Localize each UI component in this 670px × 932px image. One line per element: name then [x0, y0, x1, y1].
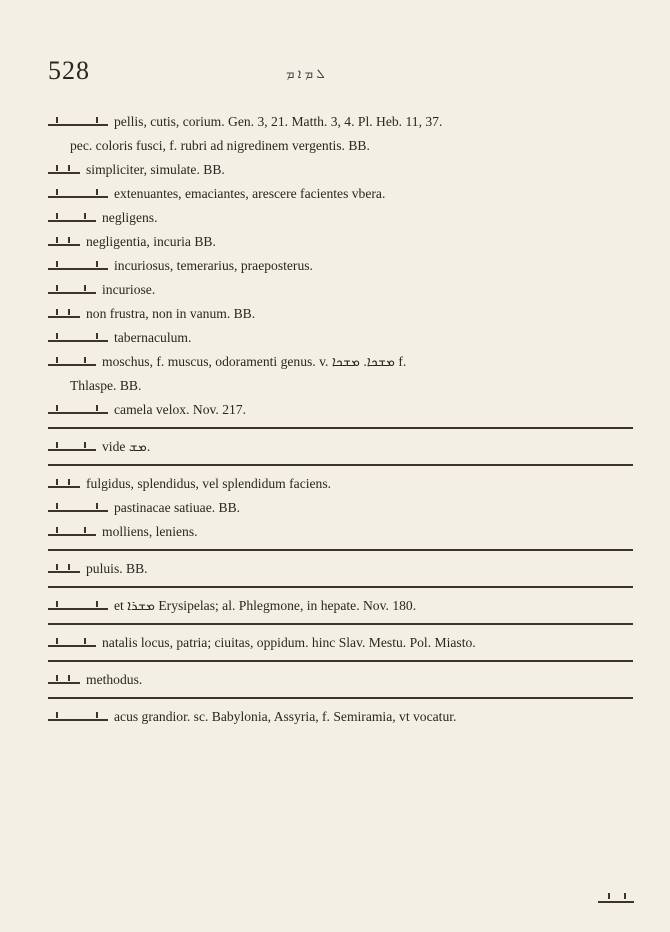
syriac-headword — [48, 405, 108, 415]
entry-definition: incuriose. — [102, 282, 156, 297]
entry-definition: simpliciter, simulate. BB. — [86, 162, 225, 177]
syriac-headword — [48, 638, 96, 648]
dictionary-entry — [48, 256, 633, 280]
entry-definition: non frustra, non in vanum. BB. — [86, 306, 256, 321]
dictionary-entry — [48, 328, 633, 352]
syriac-headword — [48, 189, 108, 199]
syriac-headword — [48, 479, 80, 489]
entry-definition: puluis. BB. — [86, 561, 148, 576]
entry-definition: extenuantes, emaciantes, arescere facientes vbera. — [114, 186, 386, 201]
dictionary-entry — [48, 136, 633, 160]
entry-definition: natalis locus, patria; ciuitas, oppidum. hinc Slav. Mestu. Pol. Miasto. — [102, 635, 476, 650]
entry-definition: acus grandior. sc. Babylonia, Assyria, f. Semiramia, vt vocatur. — [114, 709, 457, 724]
dictionary-entry — [48, 522, 633, 546]
entry-definition: tabernaculum. — [114, 330, 192, 345]
entry-definition: negligens. — [102, 210, 158, 225]
catchword-syriac — [598, 893, 634, 905]
entry-definition: negligentia, incuria BB. — [86, 234, 216, 249]
dictionary-entry — [48, 376, 633, 400]
syriac-headword — [48, 213, 96, 223]
entry-definition: camela velox. Nov. 217. — [114, 402, 246, 417]
dictionary-entry — [48, 184, 633, 208]
dictionary-entry — [48, 670, 633, 694]
syriac-headword — [48, 333, 108, 343]
entry-definition: fulgidus, splendidus, vel splendidum faciens. — [86, 476, 332, 491]
entry-definition: et ܡܫܪܐ Erysipelas; al. Phlegmone, in hepate. Nov. 180. — [114, 598, 417, 613]
entry-definition: pellis, cutis, corium. Gen. 3, 21. Matth. 3, 4. Pl. Heb. 11, 37. — [114, 114, 443, 129]
dictionary-entry — [48, 400, 633, 424]
entry-definition: Thlaspe. BB. — [70, 378, 142, 393]
section-rule — [48, 427, 633, 429]
dictionary-entry — [48, 352, 633, 376]
entry-definition: incuriosus, temerarius, praeposterus. — [114, 258, 313, 273]
syriac-headword — [48, 285, 96, 295]
syriac-headword — [48, 357, 96, 367]
dictionary-entry — [48, 474, 633, 498]
dictionary-entry — [48, 633, 633, 657]
section-rule — [48, 623, 633, 625]
dictionary-entry — [48, 596, 633, 620]
syriac-headword — [48, 237, 80, 247]
running-head: ܠ ܡ ܐ ܡ — [286, 66, 325, 81]
entry-definition: methodus. — [86, 672, 143, 687]
entry-definition: molliens, leniens. — [102, 524, 198, 539]
dictionary-entry — [48, 559, 633, 583]
syriac-headword — [48, 261, 108, 271]
syriac-headword — [48, 675, 80, 685]
dictionary-entry — [48, 112, 633, 136]
dictionary-entry — [48, 232, 633, 256]
syriac-headword — [48, 712, 108, 722]
dictionary-entry — [48, 280, 633, 304]
entry-definition: pastinacae satiuae. BB. — [114, 500, 241, 515]
dictionary-entry — [48, 437, 633, 461]
syriac-headword — [48, 165, 80, 175]
entry-definition: vide ܡܫ. — [102, 439, 151, 454]
syriac-headword — [48, 309, 80, 319]
syriac-headword — [48, 564, 80, 574]
entry-definition: moschus, f. muscus, odoramenti genus. v. ܡܫܟܐ. ܡܫܟܐ f. — [102, 354, 407, 369]
dictionary-entry — [48, 208, 633, 232]
syriac-headword — [48, 117, 108, 127]
dictionary-entry — [48, 707, 633, 731]
syriac-headword — [48, 527, 96, 537]
dictionary-entry — [48, 304, 633, 328]
section-rule — [48, 660, 633, 662]
syriac-headword — [48, 442, 96, 452]
section-rule — [48, 464, 633, 466]
dictionary-entry — [48, 160, 633, 184]
dictionary-entries — [48, 112, 633, 731]
page-number: 528 — [48, 56, 90, 85]
syriac-headword — [48, 503, 108, 513]
entry-definition: pec. coloris fusci, f. rubri ad nigredinem vergentis. BB. — [70, 138, 370, 153]
section-rule — [48, 586, 633, 588]
dictionary-entry — [48, 498, 633, 522]
section-rule — [48, 549, 633, 551]
section-rule — [48, 697, 633, 699]
syriac-headword — [48, 601, 108, 611]
